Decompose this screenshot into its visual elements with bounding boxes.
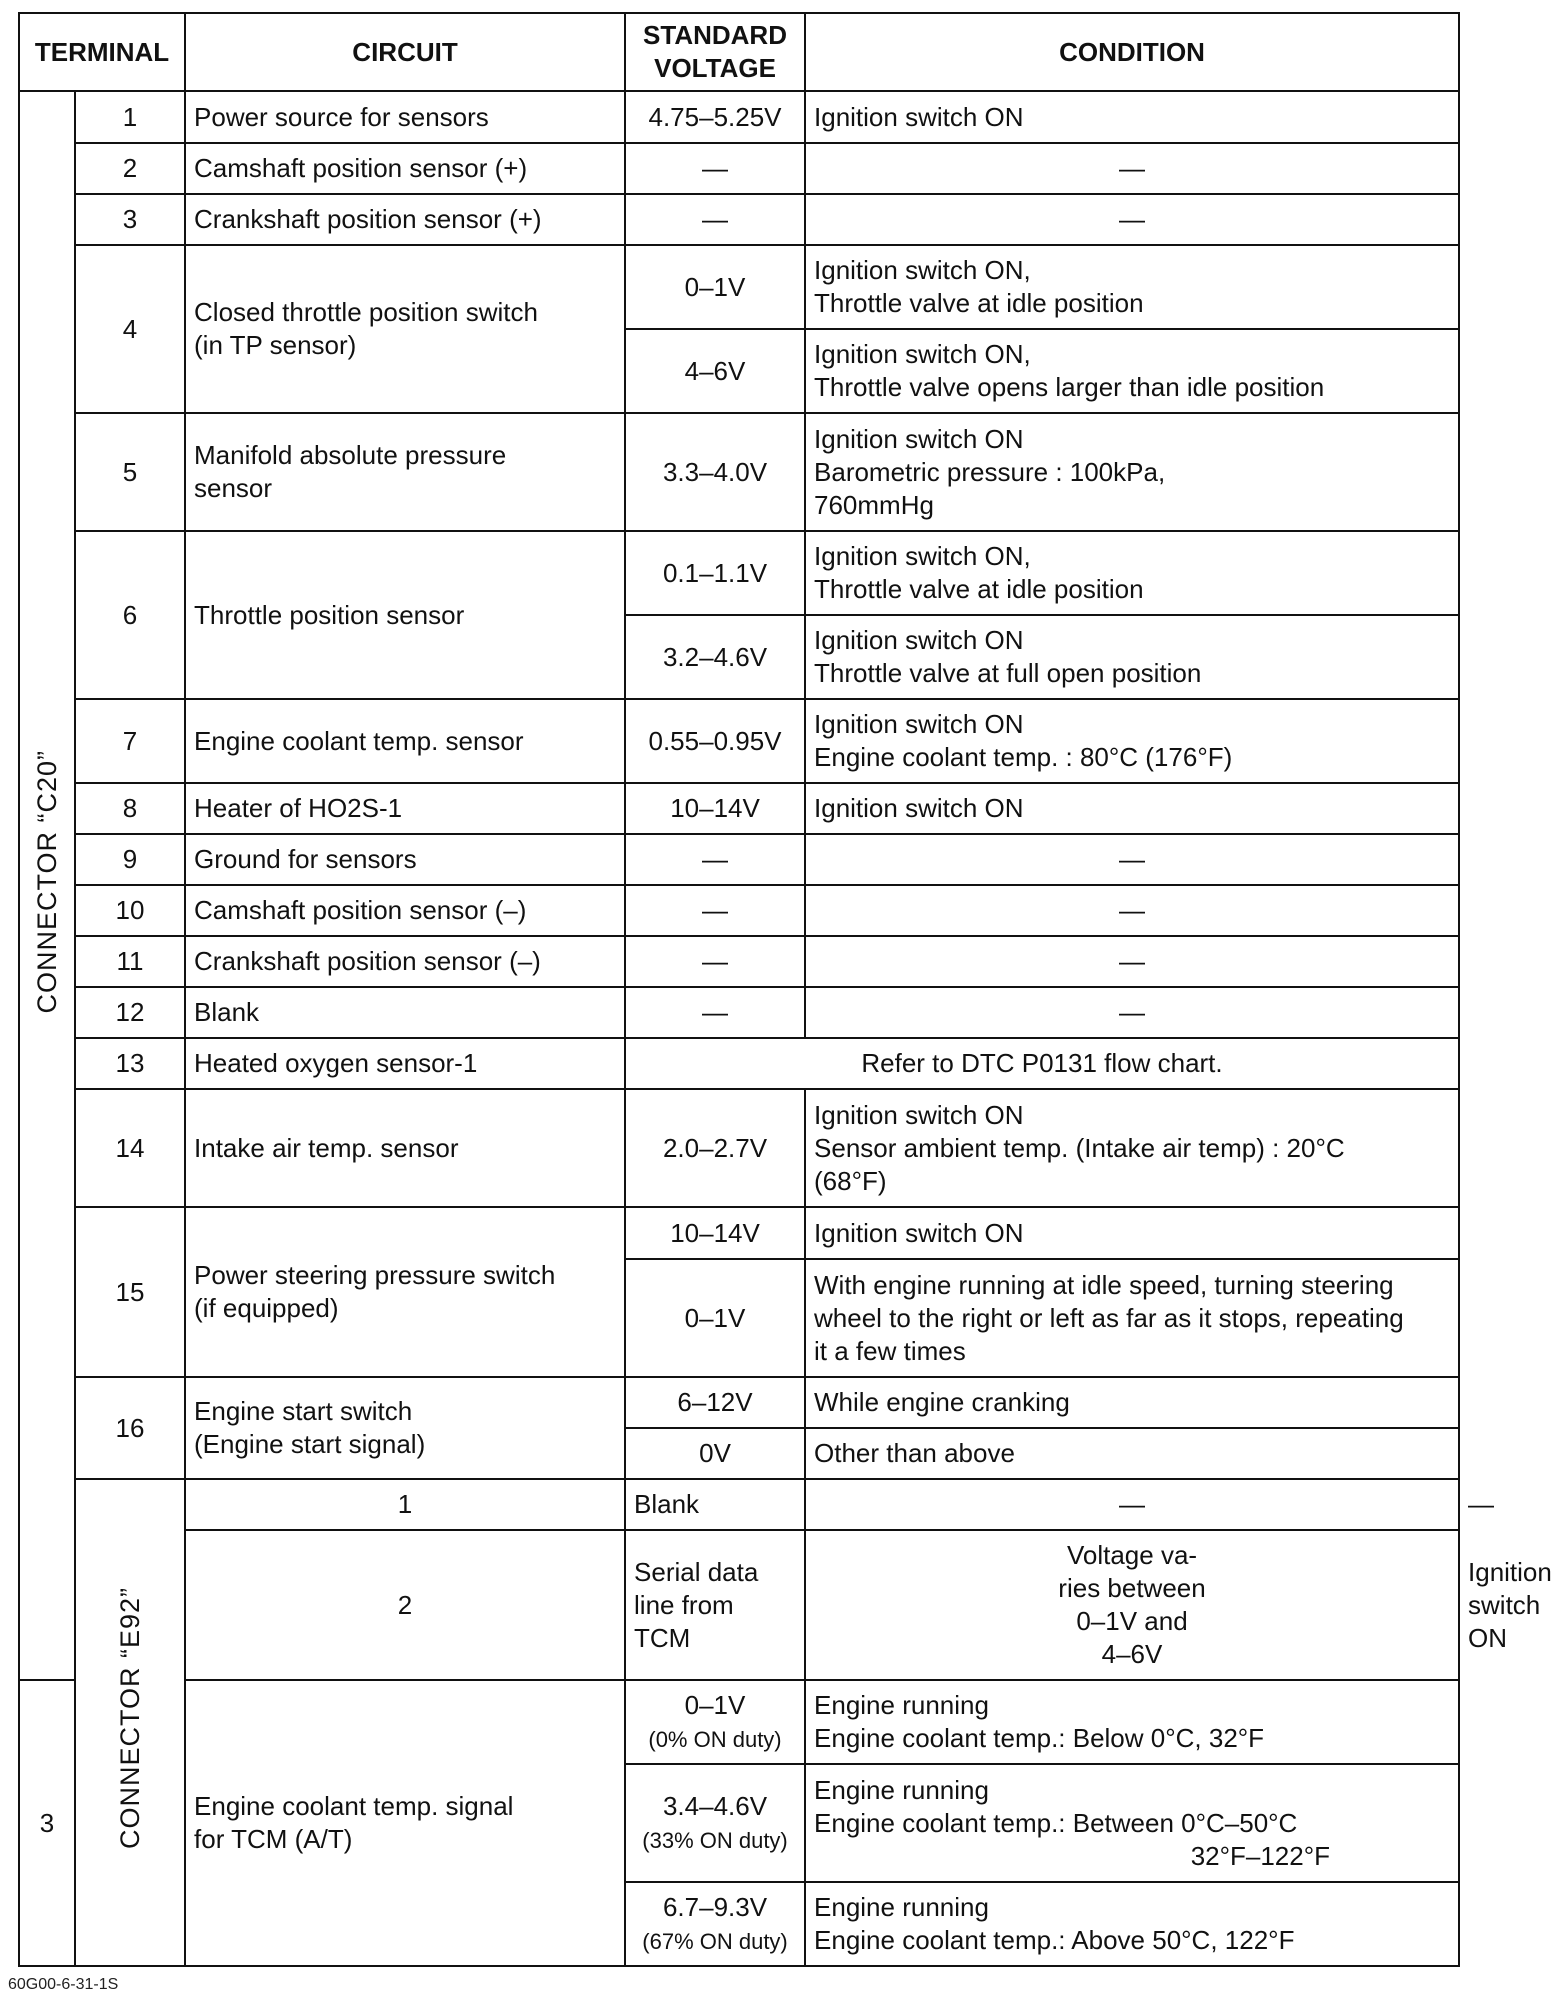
condition: Ignition switch ON, Throttle valve at idle position: [805, 245, 1459, 329]
standard-voltage: 0–1V: [625, 1259, 805, 1377]
connector-e92-label: CONNECTOR “E92”: [75, 1479, 185, 1966]
condition: —: [805, 143, 1459, 194]
condition: —: [805, 194, 1459, 245]
terminal-number: 11: [75, 936, 185, 987]
header-terminal: TERMINAL: [19, 13, 185, 91]
header-condition: CONDITION: [805, 13, 1459, 91]
condition: Engine running Engine coolant temp.: Below 0°C, 32°F: [805, 1680, 1459, 1764]
circuit-name: Heater of HO2S-1: [185, 783, 625, 834]
standard-voltage: —: [625, 885, 805, 936]
terminal-number: 9: [75, 834, 185, 885]
voltage-value: 6.7–9.3V: [662, 1891, 768, 1922]
table-row: [19, 783, 1459, 834]
condition: Ignition switch ON Barometric pressure : 100kPa, 760mmHg: [805, 413, 1459, 531]
condition-text-fahrenheit: 32°F–122°F: [1190, 1840, 1331, 1871]
circuit-name: Power steering pressure switch (if equipped): [185, 1207, 625, 1377]
circuit-name: Crankshaft position sensor (–): [185, 936, 625, 987]
terminal-number: 2: [75, 143, 185, 194]
condition: Ignition switch ON Throttle valve at full open position: [805, 615, 1459, 699]
circuit-name: Power source for sensors: [185, 91, 625, 143]
circuit-name: Closed throttle position switch (in TP sensor): [185, 245, 625, 413]
table-row: [19, 1038, 1459, 1089]
terminal-number: 7: [75, 699, 185, 783]
table-row: [19, 936, 1459, 987]
standard-voltage: 0–1V: [625, 245, 805, 329]
table-row: [19, 245, 1459, 329]
circuit-name: Blank: [625, 1479, 805, 1530]
standard-voltage: —: [625, 834, 805, 885]
condition: —: [805, 987, 1459, 1038]
reference-note: Refer to DTC P0131 flow chart.: [625, 1038, 1459, 1089]
circuit-name: Camshaft position sensor (+): [185, 143, 625, 194]
voltage-value: 3.4–4.6V: [662, 1790, 768, 1821]
circuit-name: Camshaft position sensor (–): [185, 885, 625, 936]
terminal-number: 3: [75, 194, 185, 245]
standard-voltage: 4.75–5.25V: [625, 91, 805, 143]
condition: [805, 1764, 1459, 1882]
duty-cycle: (33% ON duty): [642, 1827, 788, 1853]
circuit-name: Intake air temp. sensor: [185, 1089, 625, 1207]
table-row: [19, 885, 1459, 936]
header-circuit: CIRCUIT: [185, 13, 625, 91]
circuit-name: Blank: [185, 987, 625, 1038]
standard-voltage: 2.0–2.7V: [625, 1089, 805, 1207]
circuit-name: Engine coolant temp. sensor: [185, 699, 625, 783]
terminal-number: 10: [75, 885, 185, 936]
standard-voltage: 3.2–4.6V: [625, 615, 805, 699]
table-row: [19, 1377, 1459, 1428]
table-row: CONNECTOR “E92” 1 Blank — —: [19, 1479, 1459, 1530]
standard-voltage: [625, 1680, 805, 1764]
duty-cycle: (67% ON duty): [642, 1928, 788, 1954]
standard-voltage: —: [625, 194, 805, 245]
table-row: 2 Serial data line from TCM Voltage va- ries between 0–1V and 4–6V Ignition switch ON: [19, 1530, 1459, 1680]
circuit-name: Ground for sensors: [185, 834, 625, 885]
terminal-number: 1: [75, 91, 185, 143]
standard-voltage: 10–14V: [625, 783, 805, 834]
standard-voltage: 0.55–0.95V: [625, 699, 805, 783]
condition: —: [805, 936, 1459, 987]
condition: Ignition switch ON: [805, 91, 1459, 143]
circuit-name: Engine start switch (Engine start signal): [185, 1377, 625, 1479]
standard-voltage: 4–6V: [625, 329, 805, 413]
condition: Ignition switch ON, Throttle valve opens larger than idle position: [805, 329, 1459, 413]
standard-voltage: 3.3–4.0V: [625, 413, 805, 531]
terminal-number: 3: [19, 1680, 75, 1966]
terminal-number: 4: [75, 245, 185, 413]
voltage-value: 0–1V: [684, 1689, 746, 1720]
condition: —: [805, 834, 1459, 885]
duty-cycle: (0% ON duty): [648, 1726, 782, 1752]
header-standard-voltage: STANDARD VOLTAGE: [625, 13, 805, 91]
circuit-name: Crankshaft position sensor (+): [185, 194, 625, 245]
condition: Ignition switch ON Engine coolant temp. : 80°C (176°F): [805, 699, 1459, 783]
standard-voltage: [625, 1882, 805, 1966]
circuit-name: Engine coolant temp. signal for TCM (A/T): [185, 1680, 625, 1966]
standard-voltage: 0V: [625, 1428, 805, 1479]
condition-text: Engine running Engine coolant temp.: Between 0°C–50°C: [814, 1774, 1298, 1838]
condition: Other than above: [805, 1428, 1459, 1479]
table-row: [19, 1089, 1459, 1207]
table-row: [19, 91, 1459, 143]
standard-voltage: —: [625, 936, 805, 987]
condition: With engine running at idle speed, turning steering wheel to the right or left as far as it stops, repeating it a few times: [805, 1259, 1459, 1377]
table-row: [19, 987, 1459, 1038]
terminal-number: 16: [75, 1377, 185, 1479]
connector-c20-label: CONNECTOR “C20”: [19, 91, 75, 1680]
condition: Engine running Engine coolant temp.: Above 50°C, 122°F: [805, 1882, 1459, 1966]
terminal-number: 5: [75, 413, 185, 531]
circuit-name: Manifold absolute pressure sensor: [185, 413, 625, 531]
standard-voltage: —: [625, 987, 805, 1038]
table-row: [19, 699, 1459, 783]
terminal-number: 12: [75, 987, 185, 1038]
table-row: [19, 834, 1459, 885]
condition: Ignition switch ON: [805, 1207, 1459, 1259]
table-row: [19, 413, 1459, 531]
terminal-voltage-table: [18, 12, 1552, 1967]
terminal-number: 1: [185, 1479, 625, 1530]
condition: —: [805, 885, 1459, 936]
circuit-name: Heated oxygen sensor-1: [185, 1038, 625, 1089]
table-row: [19, 194, 1459, 245]
terminal-number: 15: [75, 1207, 185, 1377]
standard-voltage: [625, 1764, 805, 1882]
condition: Ignition switch ON, Throttle valve at idle position: [805, 531, 1459, 615]
standard-voltage: —: [805, 1479, 1459, 1530]
circuit-name: Serial data line from TCM: [625, 1530, 805, 1680]
standard-voltage: 10–14V: [625, 1207, 805, 1259]
standard-voltage: Voltage va- ries between 0–1V and 4–6V: [805, 1530, 1459, 1680]
condition: Ignition switch ON: [805, 783, 1459, 834]
table-row: [19, 1207, 1459, 1259]
standard-voltage: 6–12V: [625, 1377, 805, 1428]
condition: While engine cranking: [805, 1377, 1459, 1428]
table-row: [19, 531, 1459, 615]
terminal-number: 13: [75, 1038, 185, 1089]
table-row: [19, 1680, 1459, 1764]
standard-voltage: 0.1–1.1V: [625, 531, 805, 615]
header-row: [19, 13, 1459, 91]
terminal-number: 2: [185, 1530, 625, 1680]
terminal-number: 8: [75, 783, 185, 834]
condition: Ignition switch ON Sensor ambient temp. (Intake air temp) : 20°C (68°F): [805, 1089, 1459, 1207]
terminal-number: 6: [75, 531, 185, 699]
figure-code: 60G00-6-31-1S: [8, 1976, 119, 1993]
table-row: [19, 143, 1459, 194]
standard-voltage: —: [625, 143, 805, 194]
circuit-name: Throttle position sensor: [185, 531, 625, 699]
terminal-number: 14: [75, 1089, 185, 1207]
